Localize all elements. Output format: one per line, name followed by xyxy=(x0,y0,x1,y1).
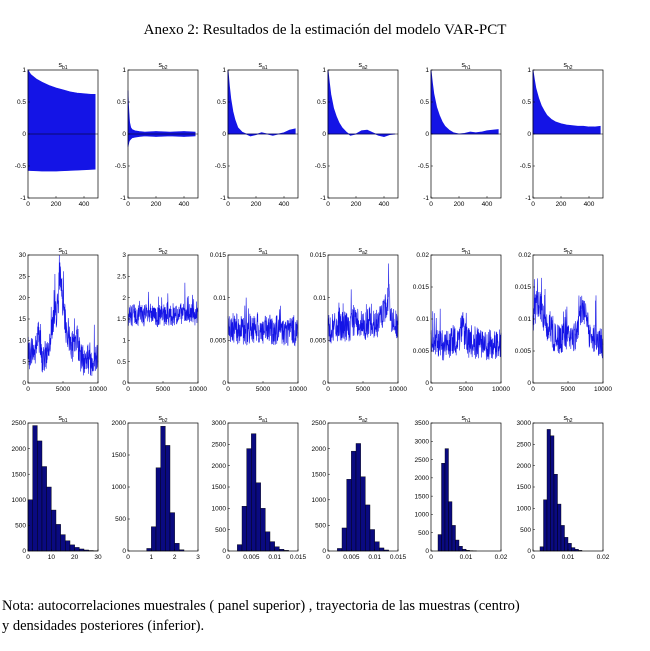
x-tick-label: 0.01 xyxy=(268,554,281,561)
y-tick-label: -1 xyxy=(220,195,226,203)
hist-bar xyxy=(265,532,270,551)
x-tick-label: 0 xyxy=(326,554,330,561)
y-tick-label: 1000 xyxy=(414,511,429,519)
y-tick-label: 0.5 xyxy=(16,99,26,107)
hist-bar xyxy=(561,525,565,551)
x-tick-label: 0.01 xyxy=(459,554,473,561)
page-title: Anexo 2: Resultados de la estimación del modelo VAR-PCT xyxy=(143,22,507,38)
x-tick-label: 0.02 xyxy=(494,554,508,561)
hist-bar xyxy=(365,505,370,551)
chart-panel-trace-4 xyxy=(310,247,408,393)
chart-panel-histogram-6 xyxy=(517,415,610,561)
y-tick-label: 0.015 xyxy=(412,284,429,292)
y-tick-label: 0.5 xyxy=(419,99,429,107)
x-tick-label: 400 xyxy=(78,201,90,208)
y-tick-label: 3000 xyxy=(211,420,226,428)
plot-frame xyxy=(228,255,298,383)
y-tick-label: 500 xyxy=(418,529,429,537)
hist-bar xyxy=(37,441,42,551)
y-tick-label: 0 xyxy=(22,380,26,388)
chart-panel-autocorrelation-3 xyxy=(215,62,298,208)
chart-panel-autocorrelation-6 xyxy=(520,62,603,208)
x-tick-label: 400 xyxy=(378,201,390,208)
y-tick-label: 1500 xyxy=(111,452,126,460)
x-tick-label: 20 xyxy=(71,554,79,561)
x-tick-label: 400 xyxy=(583,201,595,208)
hist-bar xyxy=(51,510,56,551)
x-tick-label: 200 xyxy=(350,201,362,208)
x-tick-label: 30 xyxy=(94,554,102,561)
x-tick-label: 5000 xyxy=(155,386,171,393)
y-tick-label: 0 xyxy=(425,380,429,388)
y-tick-label: 1 xyxy=(425,67,429,75)
caption-note xyxy=(2,596,650,636)
caption-line-1: Nota: autocorrelaciones muestrales ( panel superior) , trayectoria de las muestras (centro) xyxy=(2,598,520,614)
y-tick-label: -0.5 xyxy=(14,163,26,171)
chart-panel-histogram-4 xyxy=(312,415,407,561)
hist-bar xyxy=(456,540,460,551)
x-tick-label: 5000 xyxy=(560,386,576,393)
hist-bar xyxy=(558,504,562,551)
x-tick-label: 0 xyxy=(429,554,433,561)
chart-title: $s_{b2}$ xyxy=(158,62,168,71)
chart-panel-histogram-5 xyxy=(415,415,508,561)
chart-title: $s_{h2}$ xyxy=(563,415,573,424)
y-tick-label: 0.5 xyxy=(216,99,226,107)
y-tick-label: 1000 xyxy=(11,497,26,504)
y-tick-label: 20 xyxy=(18,294,26,302)
hist-bar xyxy=(33,426,38,551)
chart-panel-autocorrelation-2 xyxy=(115,62,198,208)
hist-bar xyxy=(270,542,275,551)
x-tick-label: 5000 xyxy=(458,386,474,393)
chart-title: $s_{a2}$ xyxy=(358,62,368,71)
chart-title: $s_{a1}$ xyxy=(258,415,268,424)
y-tick-label: 2000 xyxy=(11,445,26,453)
y-tick-label: 500 xyxy=(520,526,531,534)
x-tick-label: 200 xyxy=(453,201,465,208)
x-tick-label: 0 xyxy=(126,386,130,393)
y-tick-label: 2000 xyxy=(211,462,226,470)
y-tick-label: -0.5 xyxy=(114,163,126,171)
x-tick-label: 0 xyxy=(226,554,230,561)
y-tick-label: 0.01 xyxy=(313,294,326,302)
y-tick-label: -1 xyxy=(20,195,26,203)
y-tick-label: 0 xyxy=(527,380,531,388)
hist-bar xyxy=(361,477,366,551)
y-tick-label: 0 xyxy=(122,380,126,388)
y-tick-label: 2500 xyxy=(516,441,531,449)
y-tick-label: 10 xyxy=(18,337,26,345)
hist-bar xyxy=(237,545,242,551)
y-tick-label: 1 xyxy=(122,337,126,345)
acf-area xyxy=(328,70,395,137)
y-tick-label: 0.5 xyxy=(316,99,326,107)
chart-panel-trace-1 xyxy=(19,247,108,393)
y-tick-label: 1500 xyxy=(311,471,326,479)
x-tick-label: 0 xyxy=(531,554,535,561)
hist-bar xyxy=(572,548,576,551)
y-tick-label: 1500 xyxy=(516,484,531,492)
y-tick-label: 1500 xyxy=(414,493,429,501)
y-tick-label: 1500 xyxy=(11,471,26,479)
y-tick-label: 2500 xyxy=(11,420,26,428)
y-tick-label: 1000 xyxy=(211,505,226,513)
y-tick-label: 3000 xyxy=(516,420,531,428)
chart-panel-trace-5 xyxy=(413,247,511,393)
hist-bar xyxy=(42,467,47,551)
hist-bar xyxy=(156,468,161,551)
y-tick-label: 1 xyxy=(527,67,531,75)
hist-bar xyxy=(568,543,572,551)
hist-bar xyxy=(547,429,551,551)
y-tick-label: -1 xyxy=(320,195,326,203)
x-tick-label: 1 xyxy=(149,554,154,561)
x-tick-label: 10 xyxy=(47,554,55,561)
hist-bar xyxy=(170,513,175,551)
y-tick-label: 2000 xyxy=(311,445,326,453)
hist-bar xyxy=(544,500,548,551)
hist-bar xyxy=(375,542,380,551)
hist-bar xyxy=(337,548,342,551)
y-tick-label: -1 xyxy=(423,195,429,203)
hist-bar xyxy=(438,535,442,551)
y-tick-label: 5 xyxy=(22,358,26,366)
x-tick-label: 5000 xyxy=(55,386,71,393)
x-tick-label: 0 xyxy=(326,201,330,208)
y-tick-label: 0.005 xyxy=(209,337,226,345)
x-tick-label: 0 xyxy=(429,386,433,393)
y-tick-label: 0 xyxy=(425,548,429,556)
x-tick-label: 0 xyxy=(326,386,330,393)
y-tick-label: 0 xyxy=(122,548,126,556)
y-tick-label: 0 xyxy=(322,131,326,139)
y-tick-label: 0.5 xyxy=(521,99,531,107)
hist-bar xyxy=(356,443,361,551)
chart-panel-trace-6 xyxy=(515,247,613,393)
y-tick-label: 2000 xyxy=(414,475,429,483)
chart-title: $s_{b2}$ xyxy=(158,415,168,424)
y-tick-label: 0 xyxy=(122,131,126,139)
hist-bar xyxy=(256,483,261,551)
y-tick-label: 0.01 xyxy=(416,316,429,324)
trace-line xyxy=(28,255,98,376)
x-tick-label: 400 xyxy=(481,201,493,208)
chart-title: $s_{a1}$ xyxy=(258,62,268,71)
y-tick-label: -0.5 xyxy=(214,163,226,171)
x-tick-label: 0.015 xyxy=(289,554,307,561)
chart-title: $s_{h2}$ xyxy=(563,247,573,256)
hist-bar xyxy=(347,479,352,551)
x-tick-label: 200 xyxy=(250,201,262,208)
y-tick-label: -0.5 xyxy=(417,163,429,171)
chart-grid xyxy=(0,58,650,568)
hist-bar xyxy=(551,436,555,551)
trace-line xyxy=(328,263,398,343)
y-tick-label: 2500 xyxy=(311,420,326,428)
chart-panel-autocorrelation-1 xyxy=(15,62,98,208)
chart-title: $s_{h2}$ xyxy=(563,62,573,71)
x-tick-label: 0.005 xyxy=(343,554,360,561)
chart-panel-histogram-1 xyxy=(12,415,102,561)
y-tick-label: 1 xyxy=(222,67,226,75)
x-tick-label: 0 xyxy=(531,386,535,393)
hist-bar xyxy=(452,525,456,551)
hist-bar xyxy=(161,426,166,551)
hist-bar xyxy=(379,548,384,551)
y-tick-label: 1 xyxy=(122,67,126,75)
y-tick-label: 0.02 xyxy=(416,252,429,260)
x-tick-label: 5000 xyxy=(255,386,271,393)
y-tick-label: 0.015 xyxy=(209,252,226,260)
y-tick-label: 0.5 xyxy=(116,99,126,107)
y-tick-label: 500 xyxy=(315,522,326,530)
x-tick-label: 0.005 xyxy=(243,554,260,561)
y-tick-label: 0.01 xyxy=(213,294,226,302)
x-tick-label: 200 xyxy=(150,201,162,208)
y-tick-label: 3500 xyxy=(414,420,429,428)
hist-bar xyxy=(147,548,152,551)
x-tick-label: 0.015 xyxy=(389,554,407,561)
chart-title: $s_{h1}$ xyxy=(461,247,471,256)
y-tick-label: 0.005 xyxy=(309,337,326,345)
hist-bar xyxy=(175,543,180,551)
chart-title: $s_{b2}$ xyxy=(158,247,168,256)
y-tick-label: 0.02 xyxy=(518,252,531,260)
chart-title: $s_{b1}$ xyxy=(58,62,68,71)
y-tick-label: 3 xyxy=(122,252,126,260)
y-tick-label: 0 xyxy=(527,548,531,556)
hist-bar xyxy=(540,547,544,551)
x-tick-label: 0 xyxy=(226,201,230,208)
x-tick-label: 200 xyxy=(50,201,62,208)
y-tick-label: 3000 xyxy=(414,438,429,446)
x-tick-label: 0 xyxy=(26,201,30,208)
y-tick-label: 1.5 xyxy=(116,316,126,324)
hist-bar xyxy=(449,502,453,551)
acf-area xyxy=(228,70,295,136)
y-tick-label: 2500 xyxy=(414,456,429,464)
hist-bar xyxy=(565,537,569,551)
x-tick-label: 10000 xyxy=(388,386,408,393)
trace-line xyxy=(228,298,298,346)
x-tick-label: 0 xyxy=(226,386,230,393)
y-tick-label: 0 xyxy=(425,131,429,139)
x-tick-label: 0 xyxy=(531,201,535,208)
y-tick-label: 0 xyxy=(222,548,226,556)
chart-panel-autocorrelation-4 xyxy=(315,62,398,208)
y-tick-label: -1 xyxy=(120,195,126,203)
hist-bar xyxy=(445,449,449,551)
x-tick-label: 0 xyxy=(126,554,130,561)
y-tick-label: 2.5 xyxy=(116,273,126,281)
chart-title: $s_{a2}$ xyxy=(358,247,368,256)
chart-panel-histogram-2 xyxy=(112,415,201,561)
hist-bar xyxy=(554,474,558,551)
y-tick-label: 0.005 xyxy=(514,348,531,356)
y-tick-label: 1000 xyxy=(516,505,531,513)
caption-line-2: y densidades posteriores (inferior). xyxy=(2,618,205,634)
x-tick-label: 0.02 xyxy=(596,554,610,561)
y-tick-label: 2000 xyxy=(516,462,531,470)
chart-panel-histogram-3 xyxy=(212,415,307,561)
chart-title: $s_{h1}$ xyxy=(461,415,471,424)
x-tick-label: 10000 xyxy=(88,386,108,393)
hist-bar xyxy=(61,535,66,551)
y-tick-label: 500 xyxy=(15,522,26,530)
x-tick-label: 3 xyxy=(196,554,200,561)
acf-band xyxy=(28,70,95,171)
y-tick-label: 0 xyxy=(222,380,226,388)
hist-bar xyxy=(459,546,463,551)
hist-bar xyxy=(70,545,75,551)
chart-panel-autocorrelation-5 xyxy=(418,62,501,208)
chart-title: $s_{h1}$ xyxy=(461,62,471,71)
x-tick-label: 200 xyxy=(555,201,567,208)
hist-bar xyxy=(151,527,156,551)
x-tick-label: 0 xyxy=(126,201,130,208)
hist-bar xyxy=(75,547,80,551)
x-tick-label: 10000 xyxy=(188,386,208,393)
hist-bar xyxy=(56,524,61,551)
x-tick-label: 400 xyxy=(278,201,290,208)
y-tick-label: -1 xyxy=(525,195,531,203)
y-tick-label: 30 xyxy=(18,252,26,260)
x-tick-label: 10000 xyxy=(288,386,308,393)
x-tick-label: 5000 xyxy=(355,386,371,393)
y-tick-label: 0 xyxy=(22,131,26,139)
hist-bar xyxy=(342,528,347,551)
y-tick-label: 2000 xyxy=(111,420,126,428)
hist-bar xyxy=(370,529,375,551)
y-tick-label: 1500 xyxy=(211,484,226,492)
acf-area xyxy=(533,70,600,134)
hist-bar xyxy=(275,547,280,551)
y-tick-label: 15 xyxy=(18,316,26,324)
y-tick-label: 0 xyxy=(22,548,26,556)
x-tick-label: 2 xyxy=(172,554,177,561)
x-tick-label: 10000 xyxy=(491,386,511,393)
y-tick-label: -0.5 xyxy=(314,163,326,171)
y-tick-label: -0.5 xyxy=(519,163,531,171)
y-tick-label: 2500 xyxy=(211,441,226,449)
y-tick-label: 0 xyxy=(322,548,326,556)
trace-line xyxy=(128,283,198,327)
hist-bar xyxy=(351,451,356,551)
y-tick-label: 1 xyxy=(322,67,326,75)
x-tick-label: 0 xyxy=(26,386,30,393)
hist-bar xyxy=(165,445,170,551)
y-tick-label: 0 xyxy=(322,380,326,388)
y-tick-label: 1000 xyxy=(111,484,126,492)
y-tick-label: 0 xyxy=(527,131,531,139)
hist-bar xyxy=(242,506,247,551)
acf-band xyxy=(128,90,195,146)
x-tick-label: 400 xyxy=(178,201,190,208)
y-tick-label: 0.01 xyxy=(518,316,531,324)
trace-line xyxy=(431,309,501,361)
hist-bar xyxy=(47,487,52,551)
y-tick-label: 25 xyxy=(18,273,26,281)
x-tick-label: 10000 xyxy=(593,386,613,393)
chart-title: $s_{b1}$ xyxy=(58,247,68,256)
y-tick-label: 500 xyxy=(115,516,126,524)
x-tick-label: 0 xyxy=(26,554,30,561)
y-tick-label: 0 xyxy=(222,131,226,139)
y-tick-label: 0.5 xyxy=(116,358,126,366)
y-tick-label: 0.015 xyxy=(514,284,531,292)
hist-bar xyxy=(247,449,252,551)
x-tick-label: 0.01 xyxy=(368,554,381,561)
chart-title: $s_{a1}$ xyxy=(258,247,268,256)
chart-title: $s_{b1}$ xyxy=(58,415,68,424)
x-tick-label: 0.01 xyxy=(561,554,575,561)
hist-bar xyxy=(261,508,266,551)
y-tick-label: 1 xyxy=(22,67,26,75)
x-tick-label: 0 xyxy=(429,201,433,208)
chart-title: $s_{a2}$ xyxy=(358,415,368,424)
hist-bar xyxy=(442,463,446,551)
y-tick-label: 1000 xyxy=(311,497,326,504)
chart-panel-trace-3 xyxy=(210,247,308,393)
y-tick-label: 0.005 xyxy=(412,348,429,356)
hist-bar xyxy=(251,434,256,551)
chart-panel-trace-2 xyxy=(117,247,207,393)
y-tick-label: 0.015 xyxy=(309,252,326,260)
trace-line xyxy=(533,278,603,358)
y-tick-label: 500 xyxy=(215,526,226,534)
y-tick-label: 2 xyxy=(122,294,126,302)
acf-area xyxy=(431,70,498,134)
hist-bar xyxy=(65,541,70,551)
